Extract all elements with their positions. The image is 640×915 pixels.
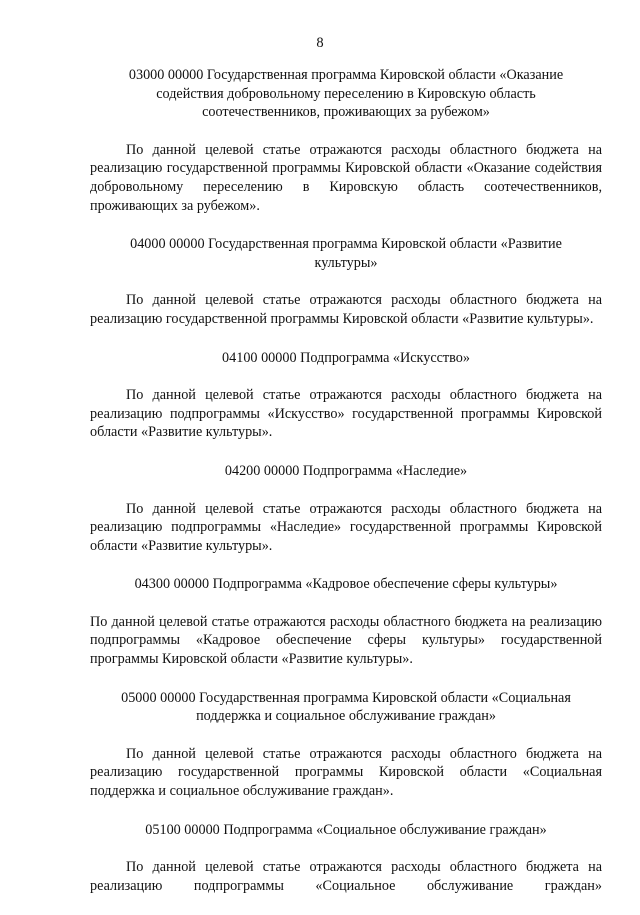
section-heading: [90, 462, 602, 481]
section-heading: [90, 821, 602, 840]
section-heading: [90, 689, 602, 726]
heading-line: 04200 00000 Подпрограмма «Наследие»: [224, 462, 468, 479]
heading-line: 04300 00000 Подпрограмма «Кадровое обеспечение сферы культуры»: [134, 576, 558, 593]
section-heading: [90, 349, 602, 368]
heading-line: 04000 00000 Государственная программа Кировской области «Развитие: [130, 236, 562, 253]
section-paragraph: По данной целевой статье отражаются расходы областного бюджета на реализацию подпрограммы «Искусство» государственной программы Кировской области «Развитие культуры».: [90, 387, 602, 441]
heading-line: культуры»: [314, 254, 378, 271]
section-paragraph: По данной целевой статье отражаются расходы областного бюджета на реализацию государственной программы Кировской области «Оказание содействия добровольному переселению в Кировскую область соотечественников, проживающих за рубежом».: [90, 141, 602, 214]
section-paragraph: По данной целевой статье отражаются расходы областного бюджета на реализацию подпрограммы «Кадровое обеспечение сферы культуры» государственной программы Кировской области «Развитие культуры».: [90, 613, 602, 668]
document-body: [90, 66, 602, 915]
section-paragraph: По данной целевой статье отражаются расходы областного бюджета на реализацию подпрограммы «Социальное обслуживание граждан»: [90, 859, 602, 894]
section-paragraph: По данной целевой статье отражаются расходы областного бюджета на реализацию государственной программы Кировской области «Социальная поддержка и социальное обслуживание граждан».: [90, 745, 602, 800]
heading-line: 03000 00000 Государственная программа Кировской области «Оказание: [128, 67, 564, 83]
heading-line: 05100 00000 Подпрограмма «Социальное обслуживание граждан»: [145, 821, 547, 838]
heading-line: поддержка и социальное обслуживание граждан»: [196, 708, 496, 725]
section-paragraph: По данной целевой статье отражаются расходы областного бюджета на реализацию государственной программы Кировской области «Развитие культуры».: [90, 292, 602, 327]
heading-line: соотечественников, проживающих за рубежом»: [202, 104, 490, 121]
section-heading: [90, 235, 602, 272]
section-paragraph: По данной целевой статье отражаются расходы областного бюджета на реализацию подпрограммы «Наследие» государственной программы Кировской области «Развитие культуры».: [90, 500, 602, 554]
page-number: 8: [316, 35, 324, 51]
heading-line: содействия добровольному переселению в Кировскую область: [156, 85, 536, 102]
section-heading: [90, 575, 602, 594]
heading-line: 05000 00000 Государственная программа Кировской области «Социальная: [121, 689, 571, 706]
section-heading: [90, 66, 602, 122]
heading-line: 04100 00000 Подпрограмма «Искусство»: [222, 349, 470, 366]
